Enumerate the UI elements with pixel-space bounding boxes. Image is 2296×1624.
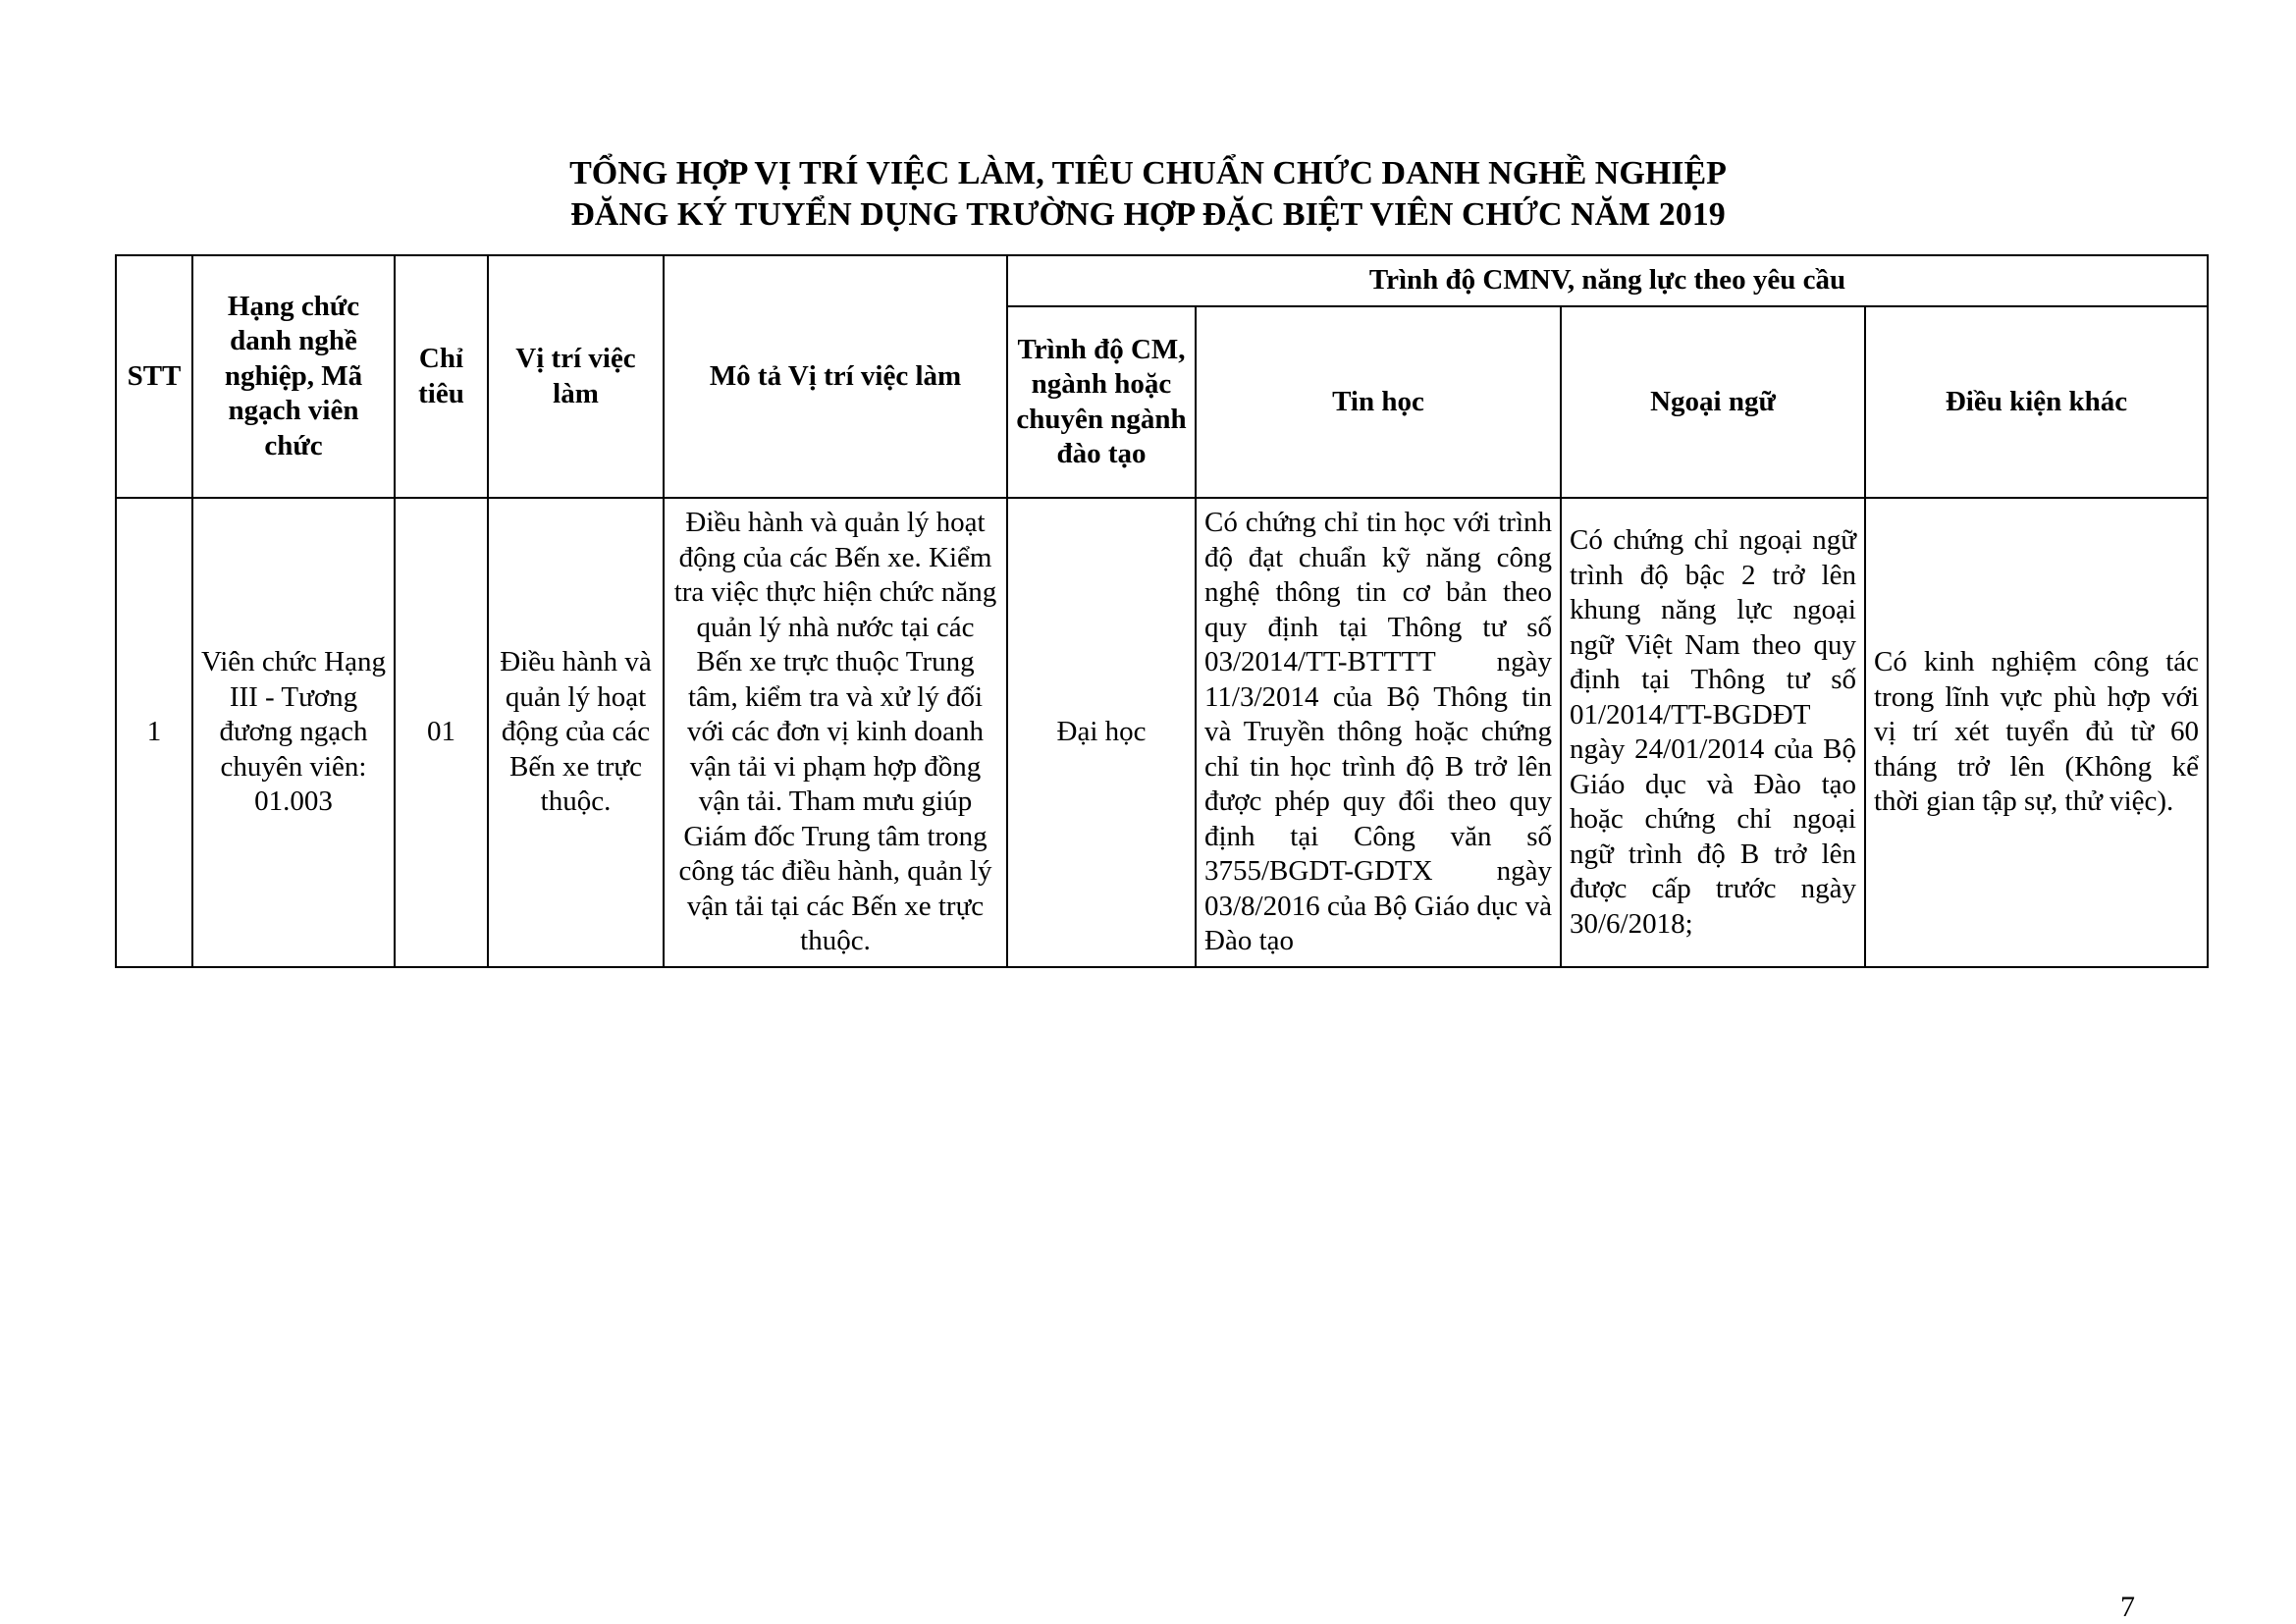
header-description: Mô tả Vị trí việc làm [664,255,1007,498]
header-row-1 [116,255,2208,306]
document-title [0,153,2296,236]
recruitment-table [115,254,2209,968]
header-position: Vị trí việc làm [488,255,664,498]
header-it: Tin học [1196,306,1561,498]
cell-it: Có chứng chỉ tin học với trình độ đạt chuẩn kỹ năng công nghệ thông tin cơ bản theo quy định tại Thông tư số 03/2014/TT-BTTTT ngày 11/3/2014 của Bộ Thông tin và Truyền thông hoặc chứng chỉ tin học trình độ B trở lên được phép quy đổi theo quy định tại Công văn số 3755/BGDT-GDTX ngày 03/8/2016 của Bộ Giáo dục và Đào tạo [1196,498,1561,967]
cell-other: Có kinh nghiệm công tác trong lĩnh vực phù hợp với vị trí xét tuyển đủ từ 60 tháng trở lên (Không kể thời gian tập sự, thử việc). [1865,498,2208,967]
header-qualification-group: Trình độ CMNV, năng lực theo yêu cầu [1007,255,2208,306]
cell-education: Đại học [1007,498,1196,967]
page-number: 7 [2120,1591,2135,1623]
header-other: Điều kiện khác [1865,306,2208,498]
cell-stt: 1 [116,498,192,967]
title-line-1: TỔNG HỢP VỊ TRÍ VIỆC LÀM, TIÊU CHUẨN CHỨC DANH NGHỀ NGHIỆP [569,155,1727,191]
cell-quota: 01 [395,498,488,967]
cell-rank: Viên chức Hạng III - Tương đương ngạch chuyên viên: 01.003 [192,498,395,967]
table-row [116,498,2208,967]
header-language: Ngoại ngữ [1561,306,1865,498]
header-quota: Chỉ tiêu [395,255,488,498]
title-line-2: ĐĂNG KÝ TUYỂN DỤNG TRƯỜNG HỢP ĐẶC BIỆT VIÊN CHỨC NĂM 2019 [570,196,1726,233]
header-rank: Hạng chức danh nghề nghiệp, Mã ngạch viên chức [192,255,395,498]
cell-position: Điều hành và quản lý hoạt động của các Bến xe trực thuộc. [488,498,664,967]
cell-description: Điều hành và quản lý hoạt động của các Bến xe. Kiểm tra việc thực hiện chức năng quản lý nhà nước tại các Bến xe trực thuộc Trung tâm, kiểm tra và xử lý đối với các đơn vị kinh doanh vận tải vi phạm hợp đồng vận tải. Tham mưu giúp Giám đốc Trung tâm trong công tác điều hành, quản lý vận tải tại các Bến xe trực thuộc. [664,498,1007,967]
header-education: Trình độ CM, ngành hoặc chuyên ngành đào tạo [1007,306,1196,498]
cell-language: Có chứng chỉ ngoại ngữ trình độ bậc 2 trở lên khung năng lực ngoại ngữ Việt Nam theo quy định tại Thông tư số 01/2014/TT-BGDĐT ngày 24/01/2014 của Bộ Giáo dục và Đào tạo hoặc chứng chỉ ngoại ngữ trình độ B trở lên được cấp trước ngày 30/6/2018; [1561,498,1865,967]
header-stt: STT [116,255,192,498]
